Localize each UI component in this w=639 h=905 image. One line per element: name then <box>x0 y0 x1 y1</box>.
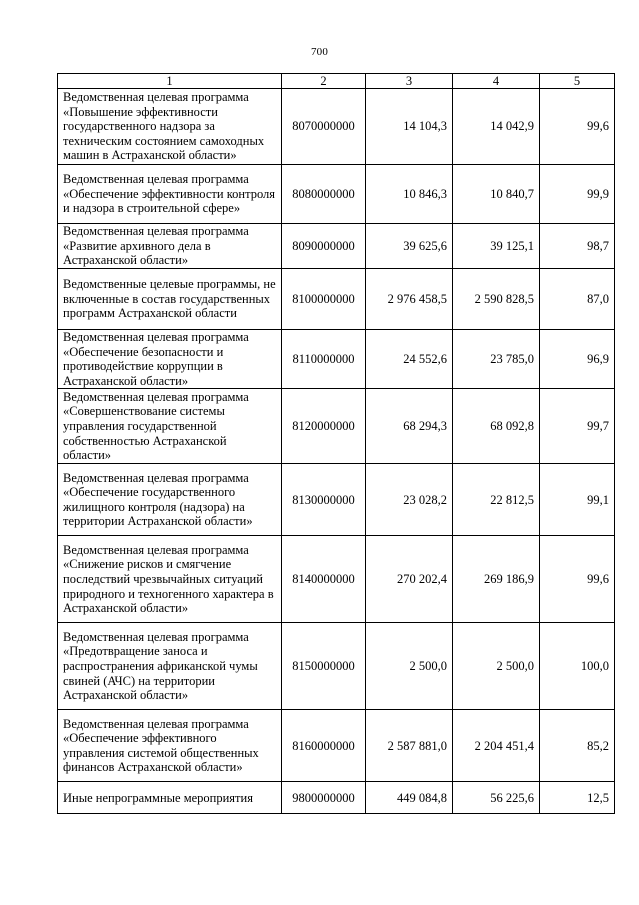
execution-percent-cell: 99,7 <box>540 389 615 464</box>
program-name-cell <box>58 330 282 389</box>
table-row <box>58 623 615 710</box>
program-name: Ведомственная целевая программа «Обеспечение эффективного управления системой общественных финансов Астраханской области» <box>63 716 259 775</box>
program-code-cell: 8120000000 <box>282 389 366 464</box>
table-row <box>58 782 615 814</box>
planned-amount-cell: 14 104,3 <box>366 89 453 165</box>
executed-amount-cell: 23 785,0 <box>453 330 540 389</box>
planned-amount-cell: 270 202,4 <box>366 536 453 623</box>
column-header: 2 <box>282 74 366 89</box>
program-name: Иные непрограммные мероприятия <box>63 790 253 805</box>
program-name: Ведомственная целевая программа «Предотвращение заноса и распространения африканской чумы свиней (АЧС) на территории Астраханской области» <box>63 629 258 703</box>
program-code-cell: 8090000000 <box>282 224 366 269</box>
column-header: 4 <box>453 74 540 89</box>
planned-amount-cell: 2 500,0 <box>366 623 453 710</box>
execution-percent-cell: 87,0 <box>540 269 615 330</box>
executed-amount-cell: 2 500,0 <box>453 623 540 710</box>
planned-amount-cell: 23 028,2 <box>366 464 453 536</box>
planned-amount-cell: 2 976 458,5 <box>366 269 453 330</box>
table-row <box>58 464 615 536</box>
page-number: 700 <box>310 46 329 58</box>
program-code-cell: 8150000000 <box>282 623 366 710</box>
program-name-cell <box>58 710 282 782</box>
program-name-cell <box>58 269 282 330</box>
executed-amount-cell: 68 092,8 <box>453 389 540 464</box>
execution-percent-cell: 98,7 <box>540 224 615 269</box>
table-row <box>58 330 615 389</box>
program-name: Ведомственная целевая программа «Развитие архивного дела в Астраханской области» <box>63 224 249 268</box>
program-name: Ведомственная целевая программа «Обеспечение безопасности и противодействие коррупции в Астраханской области» <box>63 330 249 388</box>
program-code-cell: 8070000000 <box>282 89 366 165</box>
program-name-cell <box>58 165 282 224</box>
program-code-cell: 8110000000 <box>282 330 366 389</box>
program-name-cell <box>58 224 282 269</box>
program-name-cell <box>58 536 282 623</box>
table-row <box>58 536 615 623</box>
executed-amount-cell: 269 186,9 <box>453 536 540 623</box>
execution-percent-cell: 85,2 <box>540 710 615 782</box>
program-code-cell: 8140000000 <box>282 536 366 623</box>
execution-percent-cell: 100,0 <box>540 623 615 710</box>
execution-percent-cell: 12,5 <box>540 782 615 814</box>
table-row <box>58 389 615 464</box>
program-code-cell: 8100000000 <box>282 269 366 330</box>
executed-amount-cell: 2 204 451,4 <box>453 710 540 782</box>
execution-percent-cell: 99,9 <box>540 165 615 224</box>
program-name-cell <box>58 89 282 165</box>
column-header: 5 <box>540 74 615 89</box>
executed-amount-cell: 22 812,5 <box>453 464 540 536</box>
program-name: Ведомственная целевая программа «Обеспечение государственного жилищного контроля (надзора) на территории Астраханской области» <box>63 470 253 529</box>
table-row <box>58 710 615 782</box>
planned-amount-cell: 2 587 881,0 <box>366 710 453 782</box>
planned-amount-cell: 24 552,6 <box>366 330 453 389</box>
program-name-cell <box>58 623 282 710</box>
column-header: 1 <box>58 74 282 89</box>
program-code-cell: 8130000000 <box>282 464 366 536</box>
table-row <box>58 89 615 165</box>
executed-amount-cell: 14 042,9 <box>453 89 540 165</box>
table-row <box>58 224 615 269</box>
budget-table <box>57 73 615 814</box>
column-header: 3 <box>366 74 453 89</box>
table-header-row <box>58 74 615 89</box>
executed-amount-cell: 39 125,1 <box>453 224 540 269</box>
program-name: Ведомственные целевые программы, не включенные в состав государственных программ Астраханской области <box>63 277 276 321</box>
table-row <box>58 269 615 330</box>
planned-amount-cell: 449 084,8 <box>366 782 453 814</box>
execution-percent-cell: 99,6 <box>540 536 615 623</box>
planned-amount-cell: 68 294,3 <box>366 389 453 464</box>
program-code-cell: 9800000000 <box>282 782 366 814</box>
executed-amount-cell: 2 590 828,5 <box>453 269 540 330</box>
execution-percent-cell: 99,6 <box>540 89 615 165</box>
program-name: Ведомственная целевая программа «Повышение эффективности государственного надзора за техническим состоянием самоходных машин в Астраханской области» <box>63 90 265 163</box>
program-code-cell: 8080000000 <box>282 165 366 224</box>
program-name: Ведомственная целевая программа «Обеспечение эффективности контроля и надзора в строительной сфере» <box>63 172 276 216</box>
execution-percent-cell: 96,9 <box>540 330 615 389</box>
executed-amount-cell: 10 840,7 <box>453 165 540 224</box>
table-row <box>58 165 615 224</box>
execution-percent-cell: 99,1 <box>540 464 615 536</box>
program-name-cell <box>58 464 282 536</box>
planned-amount-cell: 39 625,6 <box>366 224 453 269</box>
executed-amount-cell: 56 225,6 <box>453 782 540 814</box>
program-code-cell: 8160000000 <box>282 710 366 782</box>
program-name: Ведомственная целевая программа «Снижение рисков и смягчение последствий чрезвычайных ситуаций природного и техногенного характера в Астраханской области» <box>63 542 274 616</box>
program-name-cell <box>58 389 282 464</box>
program-name: Ведомственная целевая программа «Совершенствование системы управления государственной собственностью Астраханской области» <box>63 389 249 463</box>
program-name-cell <box>58 782 282 814</box>
planned-amount-cell: 10 846,3 <box>366 165 453 224</box>
